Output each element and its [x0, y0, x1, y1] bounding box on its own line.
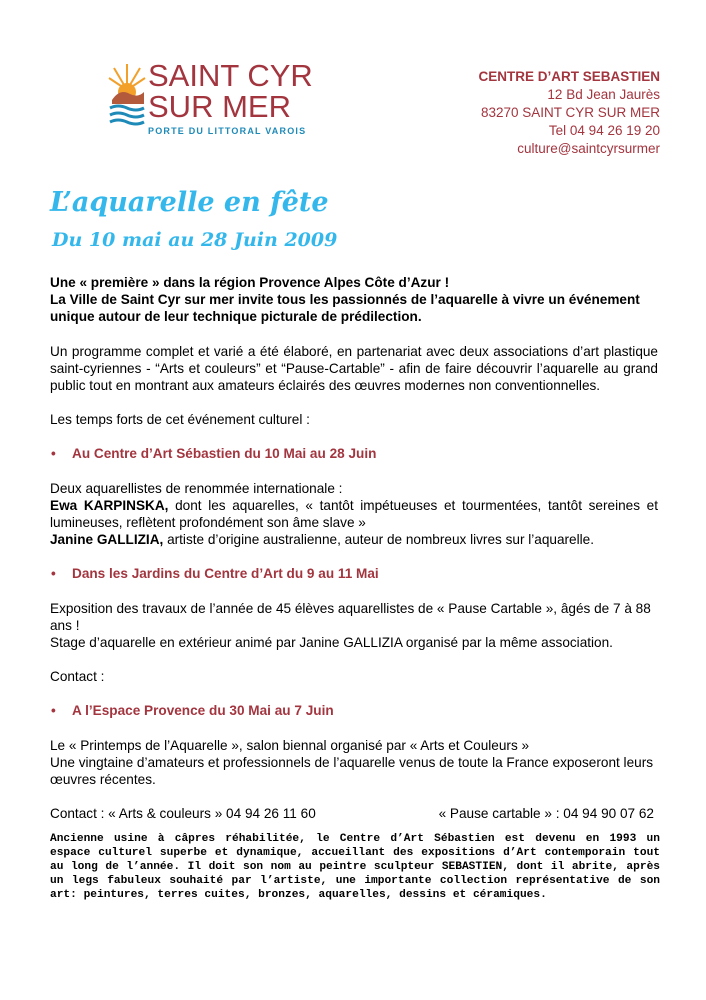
- address-tel: Tel 04 94 26 19 20: [548, 123, 660, 138]
- main-content: [50, 274, 658, 822]
- intro-line2: La Ville de Saint Cyr sur mer invite tous les passionnés de l’aquarelle à vivre un événement unique autour de leur technique picturale de prédilection.: [50, 292, 640, 325]
- bullet-icon: •: [51, 703, 56, 719]
- logo: [108, 60, 348, 138]
- section3-text1: Le « Printemps de l’Aquarelle », salon biennal organisé par « Arts et Couleurs »: [50, 737, 530, 753]
- section2-contact: Contact :: [50, 669, 105, 685]
- address-org: CENTRE D’ART SEBASTIEN: [478, 69, 660, 84]
- section3-text2: Une vingtaine d’amateurs et professionnels de l’aquarelle venus de toute la France exposeront leurs œuvres récentes.: [50, 754, 654, 788]
- section3-heading: • A l’Espace Provence du 30 Mai au 7 Juin: [51, 703, 334, 719]
- program-paragraph: Un programme complet et varié a été élaboré, en partenariat avec deux associations d’art plastique saint-cyriennes - “Arts et couleurs” et “Pause-Cartable” - afin de faire découvrir l’aquarelle au grand public tout en montrant aux amateurs éclairés des œuvres modernes non conventionnelles.: [50, 343, 658, 394]
- artist1-name: Ewa KARPINSKA,: [50, 497, 169, 513]
- footer-note: Ancienne usine à câpres réhabilitée, le Centre d’Art Sébastien est devenu en 1993 un espace culturel superbe et dynamique, accueillant des expositions d’Art contemporain tout au long de l’année. Il doit son nom au peintre sculpteur SEBASTIEN, dont il abrite, après un legs fabuleux souhaité par l’artiste, une importante collection représentative de son art: peintures, terres cuites, bronzes, aquarelles, dessins et céramiques.: [50, 833, 660, 901]
- sun-sea-emblem-icon: [108, 62, 146, 132]
- contact-pause-cartable: « Pause cartable » : 04 94 90 07 62: [438, 806, 654, 822]
- section2-heading: • Dans les Jardins du Centre d’Art du 9 au 11 Mai: [51, 566, 379, 582]
- address-street: 12 Bd Jean Jaurès: [547, 87, 660, 102]
- section3-contacts: [50, 805, 654, 822]
- section2-text1: Exposition des travaux de l’année de 45 élèves aquarellistes de « Pause Cartable », âgés de 7 à 88 ans !: [50, 600, 651, 633]
- section1-artist1: Ewa KARPINSKA, dont les aquarelles, « tantôt impétueuses et tourmentées, tantôt sereines et lumineuses, reflètent profondément son âme slave »: [50, 497, 658, 531]
- highlights-intro: Les temps forts de cet événement culturel :: [50, 412, 310, 428]
- section2-text2: Stage d’aquarelle en extérieur animé par Janine GALLIZIA organisé par la même association.: [50, 635, 613, 651]
- artist2-name: Janine GALLIZIA,: [50, 532, 164, 548]
- logo-tagline: PORTE DU LITTORAL VAROIS: [148, 126, 307, 136]
- intro: [50, 274, 658, 326]
- section1-intro: Deux aquarellistes de renommée internationale :: [50, 480, 343, 496]
- intro-line1: Une « première » dans la région Provence Alpes Côte d’Azur !: [50, 275, 450, 290]
- address-city: 83270 SAINT CYR SUR MER: [480, 105, 660, 120]
- section1-heading: • Au Centre d’Art Sébastien du 10 Mai au 28 Juin: [51, 446, 377, 462]
- address-block: [478, 68, 660, 158]
- logo-line2: SUR MER: [148, 89, 291, 124]
- contact-arts-couleurs: Contact : « Arts & couleurs » 04 94 26 11 60: [50, 806, 316, 822]
- section1-artist2: Janine GALLIZIA, artiste d’origine australienne, auteur de nombreux livres sur l’aquarelle.: [50, 532, 594, 548]
- bullet-icon: •: [51, 446, 56, 462]
- page-title: L’aquarelle en fête: [50, 187, 329, 218]
- logo-line1: SAINT CYR: [148, 58, 313, 93]
- page-subtitle: Du 10 mai au 28 Juin 2009: [52, 229, 338, 251]
- address-email[interactable]: culture@saintcyrsurmer: [517, 141, 660, 156]
- bullet-icon: •: [51, 566, 56, 582]
